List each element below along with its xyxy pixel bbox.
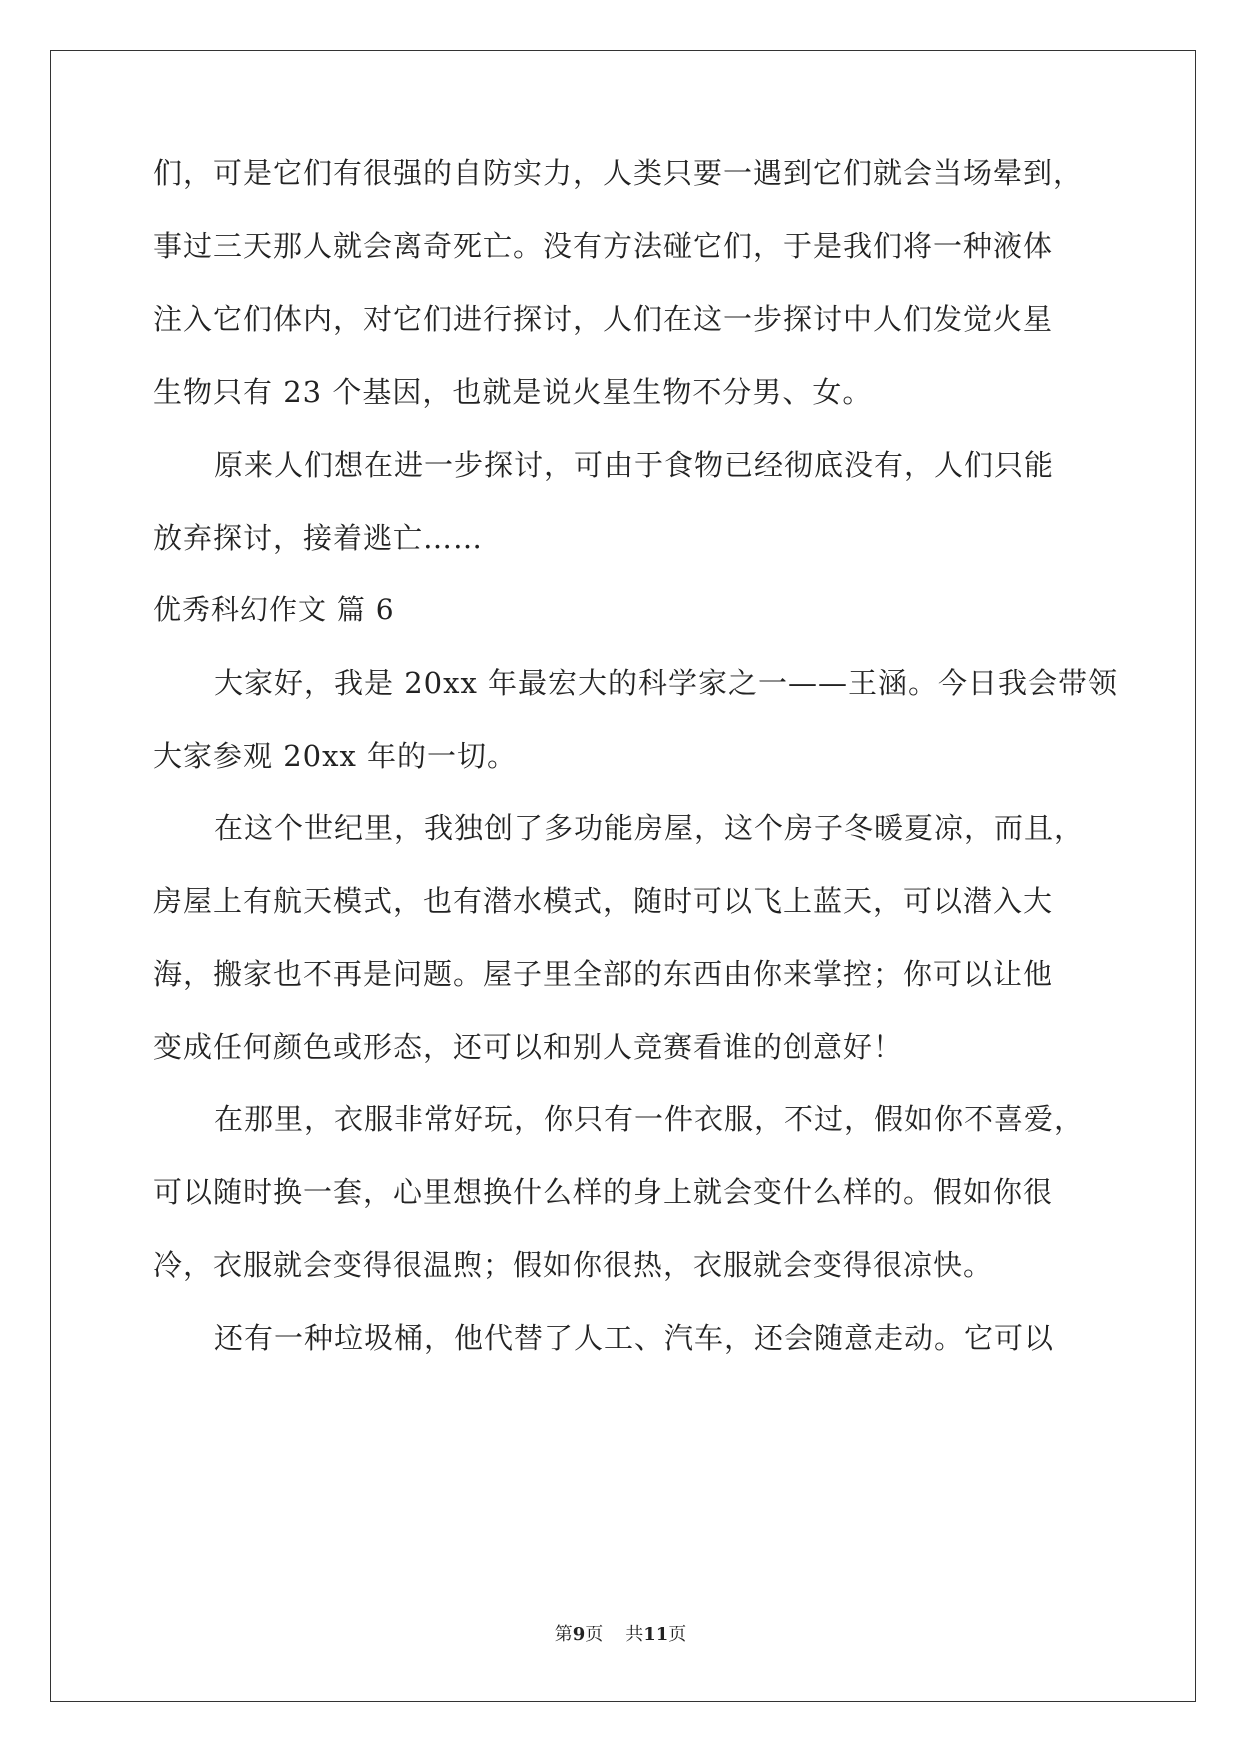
paragraph-line: 冷，衣服就会变得很温煦；假如你很热，衣服就会变得很凉快。 (153, 1248, 994, 1282)
page-unit: 页 (585, 1624, 604, 1645)
page-border (50, 50, 1196, 1702)
page-prefix: 第 (554, 1624, 573, 1645)
paragraph-line: 原来人们想在进一步探讨，可由于食物已经彻底没有，人们只能 (214, 448, 1055, 482)
paragraph-line: 大家好，我是 20xx 年最宏大的科学家之一——王涵。今日我会带领 (214, 666, 1119, 700)
paragraph-line: 大家参观 20xx 年的一切。 (153, 739, 518, 773)
paragraph-line: 们，可是它们有很强的自防实力，人类只要一遇到它们就会当场晕到， (153, 156, 1084, 190)
paragraph-line: 事过三天那人就会离奇死亡。没有方法碰它们，于是我们将一种液体 (153, 229, 1054, 263)
page-footer (0, 1623, 1241, 1647)
paragraph-line: 注入它们体内，对它们进行探讨，人们在这一步探讨中人们发觉火星 (153, 302, 1054, 336)
paragraph-line: 生物只有 23 个基因，也就是说火星生物不分男、女。 (153, 375, 873, 409)
total-prefix: 共 (625, 1624, 644, 1645)
paragraph-line: 可以随时换一套，心里想换什么样的身上就会变什么样的。假如你很 (153, 1175, 1054, 1209)
section-heading: 优秀科幻作文 篇 6 (153, 593, 395, 626)
paragraph-line: 房屋上有航天模式，也有潜水模式，随时可以飞上蓝天，可以潜入大 (153, 884, 1054, 918)
paragraph-line: 放弃探讨，接着逃亡…… (153, 521, 484, 555)
paragraph-line: 在那里，衣服非常好玩，你只有一件衣服，不过，假如你不喜爱， (214, 1102, 1085, 1136)
paragraph-line: 变成任何颜色或形态，还可以和别人竞赛看谁的创意好！ (153, 1030, 904, 1064)
paragraph-line: 还有一种垃圾桶，他代替了人工、汽车，还会随意走动。它可以 (214, 1321, 1055, 1355)
paragraph-line: 海，搬家也不再是问题。屋子里全部的东西由你来掌控；你可以让他 (153, 957, 1054, 991)
paragraph-line: 在这个世纪里，我独创了多功能房屋，这个房子冬暖夏凉，而且， (214, 811, 1085, 845)
page-total: 11 (643, 1624, 669, 1645)
total-unit: 页 (668, 1624, 687, 1645)
page-current: 9 (572, 1624, 586, 1645)
